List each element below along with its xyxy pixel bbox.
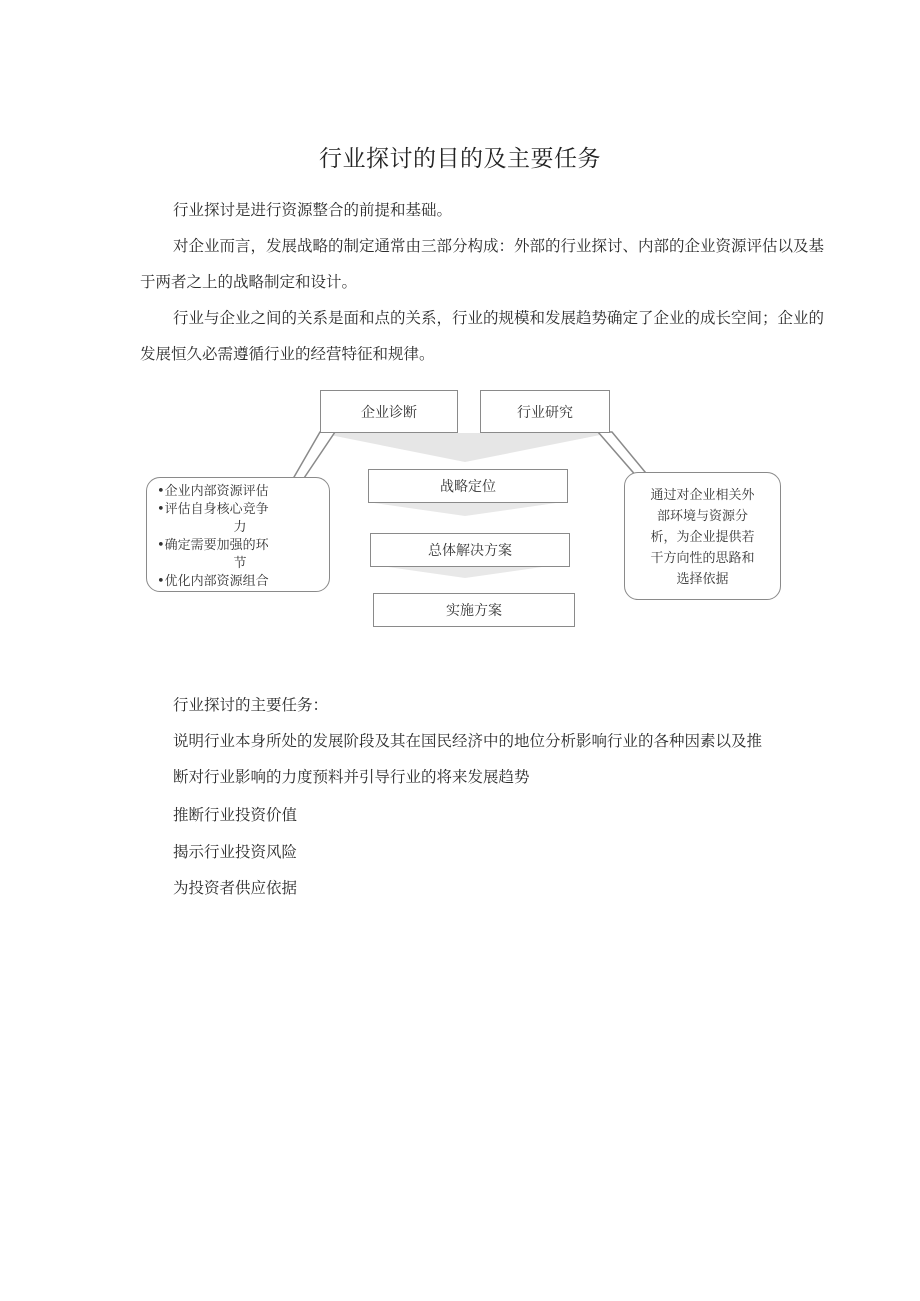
task-1-line-1: 说明行业本身所处的发展阶段及其在国民经济中的地位分析影响行业的各种因素以及推 [173, 732, 763, 750]
bubble-line: 部环境与资源分 [656, 509, 748, 524]
paragraph-2: 对企业而言，发展战略的制定通常由三部分构成：外部的行业探讨、内部的企业资源评估以及基于两者之上的战略制定和设计。 [140, 237, 825, 291]
funnel-arrow [320, 433, 610, 462]
task-1-line-2: 断对行业影响的力度预料并引导行业的将来发展趋势 [173, 768, 530, 786]
task-4: 为投资者供应依据 [173, 879, 298, 897]
paragraph-1: 行业探讨是进行资源整合的前提和基础。 [173, 201, 453, 219]
overall-solution-box: 总体解决方案 [370, 533, 570, 567]
external-analysis-bubble [624, 472, 781, 600]
industry-research-box: 行业研究 [480, 390, 610, 433]
bubble-item: •评估自身核心竞争 [157, 502, 269, 517]
bubble-item: 力 [233, 520, 247, 535]
enterprise-diagnosis-box: 企业诊断 [320, 390, 458, 433]
task-3: 揭示行业投资风险 [173, 843, 298, 861]
bubble-item: 节 [233, 556, 247, 571]
task-2: 推断行业投资价值 [173, 806, 298, 824]
bubble-line: 选择依据 [676, 572, 729, 587]
bubble-item: •优化内部资源组合 [157, 574, 269, 589]
down-arrow-1 [374, 503, 556, 516]
bubble-line: 通过对企业相关外 [650, 488, 755, 503]
bubble-line: 析，为企业提供若 [650, 530, 755, 545]
paragraph-3: 行业与企业之间的关系是面和点的关系，行业的规模和发展趋势确定了企业的成长空间；企业的发展恒久必需遵循行业的经营特征和规律。 [140, 309, 825, 363]
bubble-item: •企业内部资源评估 [157, 484, 269, 499]
implementation-plan-box: 实施方案 [373, 593, 575, 627]
page-title: 行业探讨的目的及主要任务 [319, 146, 601, 172]
tasks-heading: 行业探讨的主要任务： [173, 696, 329, 714]
strategy-positioning-box: 战略定位 [368, 469, 568, 503]
bubble-item: •确定需要加强的环 [157, 538, 269, 553]
internal-assessment-bubble [146, 477, 330, 592]
bubble-line: 干方向性的思路和 [650, 551, 755, 566]
strategy-diagram [140, 380, 790, 640]
